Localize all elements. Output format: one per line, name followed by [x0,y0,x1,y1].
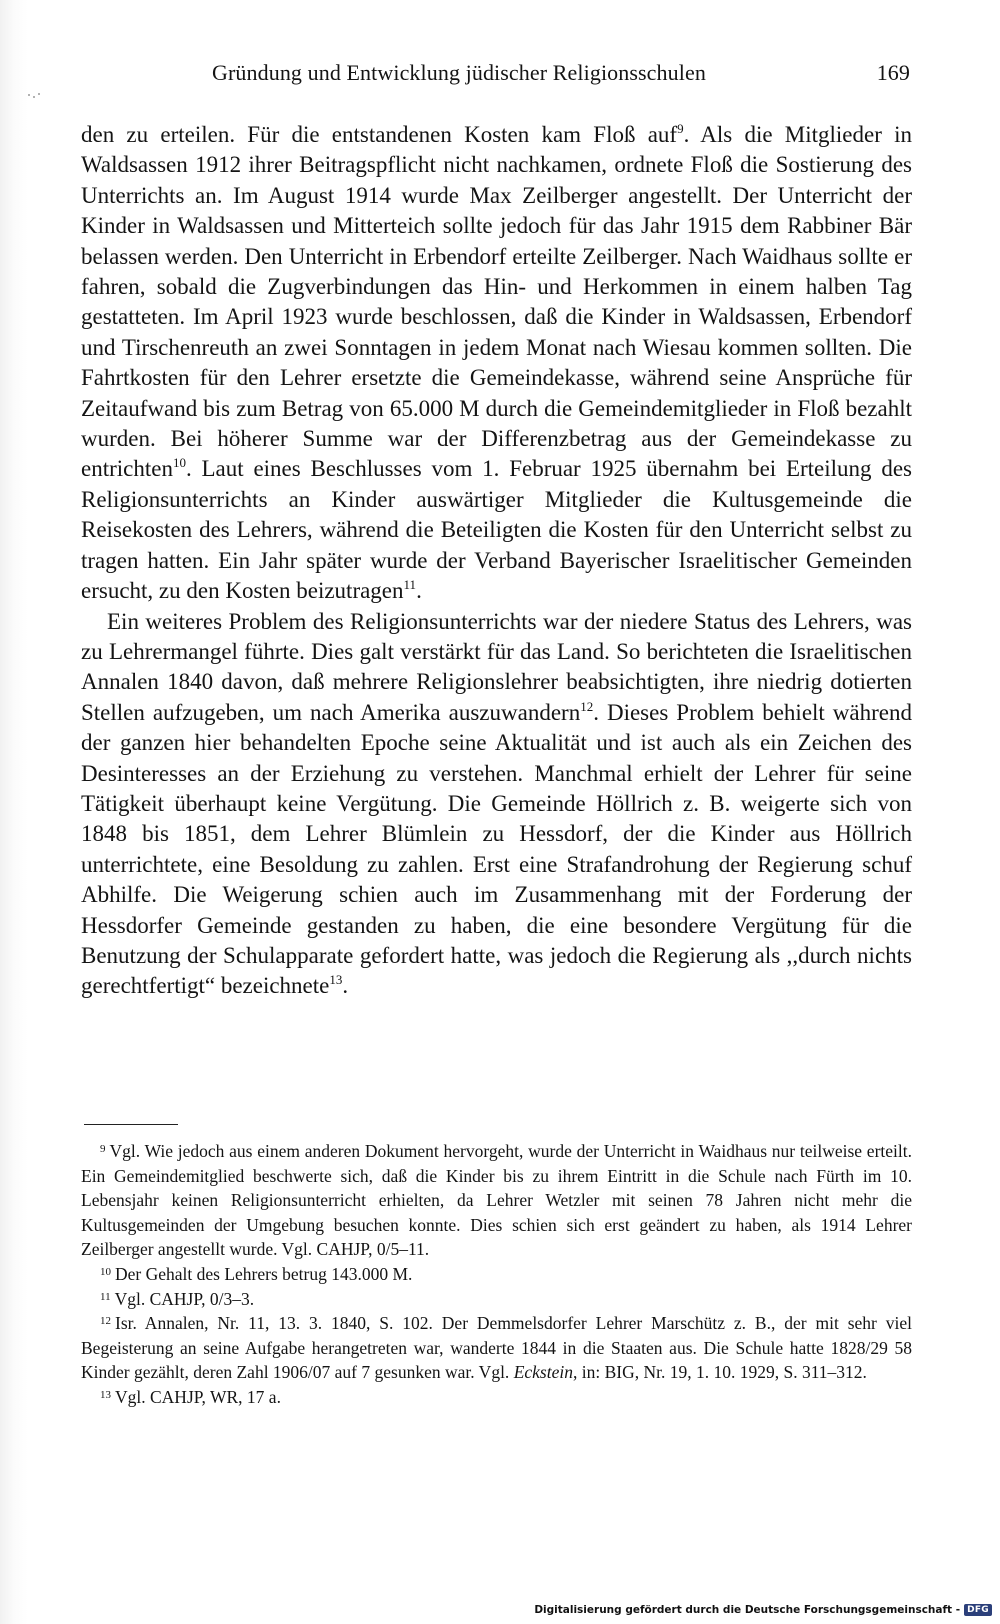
digitization-banner [534,1601,992,1619]
text-run: den zu erteilen. Für die entstandenen Kosten kam Floß auf [81,122,678,147]
text-run: Vgl. CAHJP, 0/3–3. [114,1288,255,1309]
footnote-mark: 11 [100,1290,111,1303]
text-run: . Laut eines Beschlusses vom 1. Februar 1925 übernahm bei Erteilung des Religionsunterrichts an Kinder auswärtiger Mitglieder die Kultusgemeinde die Reisekosten des Lehrers, während die Beteiligten die Kosten für den Unterricht selbst zu tragen hatten. Ein Jahr später wurde der Verband Bayerischer Israelitischer Gemeinden ersucht, zu den Kosten beizutragen [81,456,912,604]
text-run: Vgl. Wie jedoch aus einem anderen Dokument hervorgeht, wurde der Unterricht in Waidhaus nur teilweise erteilt. Ein Gemeindemitglied beschwerte sich, daß die Kinder bis zu ihrem Eintritt in die Schule nach Fürth im 10. Lebensjahr keinen Religionsunterricht erhielten, da Lehrer Wetzler mit seinen 78 Jahren nicht mehr die Kultusgemeinden der Umgebung besuchen konnte. Dies schien sich erst geändert zu haben, als 1914 Lehrer Zeilberger angestellt wurde. Vgl. CAHJP, 0/5–11. [81,1141,912,1260]
text-run: Vgl. CAHJP, WR, 17 a. [115,1386,281,1407]
main-text [81,120,912,1002]
footnote-mark: 12 [100,1315,111,1328]
text-run: . [416,578,422,604]
footnote [81,1287,912,1312]
footnote [81,1262,912,1287]
paragraph [81,607,912,1002]
footnote-mark: 13 [100,1388,111,1401]
page-header [212,60,912,96]
footnote [81,1139,912,1262]
page-number: 169 [876,60,910,85]
footnote-reference: 13 [329,972,343,988]
dfg-logo: DFG [964,1604,992,1616]
footnote-separator [84,1124,178,1125]
text-run: Der Gehalt des Lehrers betrug 143.000 M. [115,1263,413,1284]
footnote [81,1385,912,1410]
text-run: . [342,973,349,999]
digitization-note: Digitalisierung gefördert durch die Deutsche Forschungsgemeinschaft - [534,1604,961,1616]
text-run: . Dieses Problem behielt während der ganzen hier behandelten Epoche seine Aktualität und ist auch als ein Zeichen des Desinteresses an der Erziehung zu verstehen. Manchmal erhielt der Lehrer für seine Tätigkeit überhaupt keine Vergütung. Die Gemeinde Höllrich z. B. weigerte sich von 1848 bis 1851, dem Lehrer Blümlein zu Hessdorf, der die Kinder aus Höllrich unterrichtete, eine Besoldung zu zahlen. Erst eine Strafandrohung der Regierung schuf Abhilfe. Die Weigerung schien auch im Zusammenhang mit der Forderung der Hessdorfer Gemeinde gestanden zu haben, die eine besondere Vergütung für die Benutzung der Schulapparate gefordert hatte, was jedoch die Regierung als ,,durch nichts gerechtfertigt“ bezeichnete [81,699,912,999]
running-title: Gründung und Entwicklung jüdischer Religionsschulen [212,60,706,85]
paragraph [81,120,912,607]
footnotes [81,1139,912,1410]
footnote-reference: 9 [677,121,684,136]
footnote-reference: 12 [580,698,594,714]
scan-specks [28,92,44,100]
text-run: Isr. Annalen, Nr. 11, 13. 3. 1840, S. 102. Der Demmelsdorfer Lehrer Marschütz z. B., der mit sehr viel Begeisterung an seine Aufgabe herangetreten war, wanderte 1844 in die Staaten aus. Die Schule hatte 1828/29 58 Kinder gezählt, deren Zahl 1906/07 auf 7 gesunken war. Vgl. [81,1313,912,1383]
footnote [81,1311,912,1385]
text-run: , in: BIG, Nr. 19, 1. 10. 1929, S. 311–312. [572,1362,867,1383]
footnote-mark: 9 [100,1143,106,1155]
footnote-mark: 10 [100,1265,111,1278]
italic-text: Eckstein [513,1362,573,1383]
text-run: Ein weiteres Problem des Religionsunterrichts war der niedere Status des Lehrers, was zu Lehrermangel führte. Dies galt verstärkt für das Land. So berichteten die Israelitischen Annalen 1840 davon, daß mehrere Religionslehrer beabsichtigten, ihre niedrig dotierten Stellen aufzugeben, um nach Amerika auszuwandern [81,608,912,725]
footnote-reference: 11 [403,577,417,593]
footnote-reference: 10 [172,455,186,471]
text-run: . Als die Mitglieder in Waldsassen 1912 ihrer Beitragspflicht nicht nachkamen, ordnete Floß die Sostierung des Unterrichts an. Im August 1914 wurde Max Zeilberger angestellt. Der Unterricht der Kinder in Waldsassen und Mitterteich sollte jedoch für das Jahr 1915 dem Rabbiner Bär belassen werden. Den Unterricht in Erbendorf erteilte Zeilberger. Nach Waidhaus sollte er fahren, sobald die Zugverbindungen das Hin- und Herkommen in einem halben Tag gestatteten. Im April 1923 wurde beschlossen, daß die Kinder in Waldsassen, Erbendorf und Tirschenreuth an zwei Sonntagen in jedem Monat nach Wiesau kommen sollten. Die Fahrtkosten für den Lehrer ersetzte die Gemeindekasse, während seine Ansprüche für Zeitaufwand bis zum Betrag von 65.000 M durch die Gemeindemitglieder in Floß bezahlt wurden. Bei höherer Summe war der Differenzbetrag aus der Gemeindekasse zu entrichten [81,122,912,482]
